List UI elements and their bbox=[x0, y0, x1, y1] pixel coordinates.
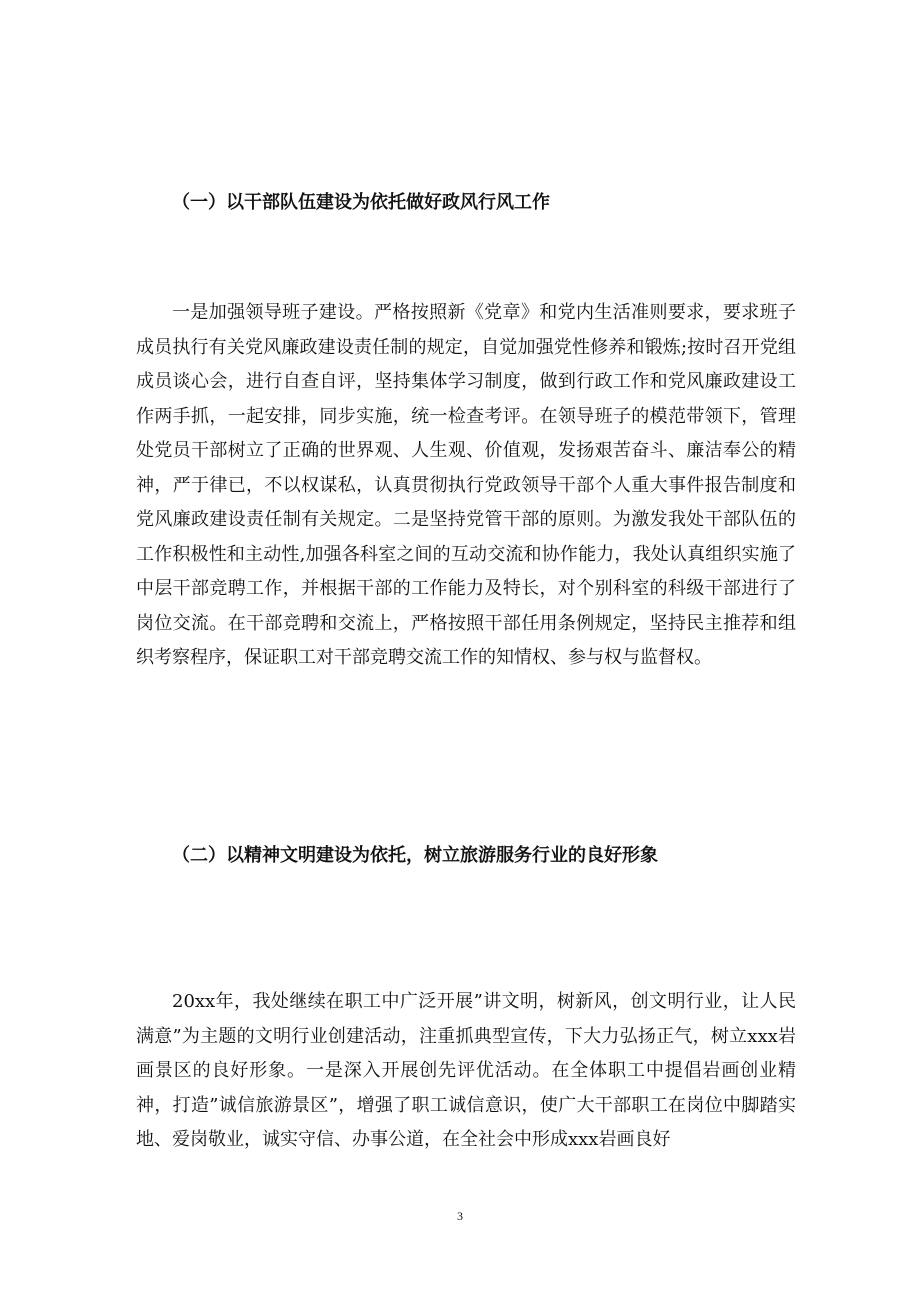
section-heading-1: （一）以干部队伍建设为依托做好政风行风工作 bbox=[172, 192, 550, 213]
section-paragraph-1: 一是加强领导班子建设。严格按照新《党章》和党内生活准则要求，要求班子成员执行有关党风廉政建设责任制的规定，自觉加强党性修养和锻炼;按时召开党组成员谈心会，进行自查自评，坚持集体学习制度，做到行政工作和党风廉政建设工作两手抓，一起安排，同步实施，统一检查考评。在领导班子的模范带领下，管理处党员干部树立了正确的世界观、人生观、价值观，发扬艰苦奋斗、廉洁奉公的精神，严于律已，不以权谋私，认真贯彻执行党政领导干部个人重大事件报告制度和党风廉政建设责任制有关规定。二是坚持党管干部的原则。为激发我处干部队伍的工作积极性和主动性,加强各科室之间的互动交流和协作能力，我处认真组织实施了中层干部竞聘工作，并根据干部的工作能力及特长，对个别科室的科级干部进行了岗位交流。在干部竞聘和交流上，严格按照干部任用条例规定，坚持民主推荐和组织考察程序，保证职工对干部竞聘交流工作的知情权、参与权与监督权。 bbox=[136, 302, 796, 668]
page-number: 3 bbox=[457, 1209, 463, 1223]
section-paragraph-2: 20xx年，我处继续在职工中广泛开展”讲文明，树新风，创文明行业，让人民满意”为主题的文明行业创建活动，注重抓典型宣传，下大力弘扬正气，树立xxx岩画景区的良好形象。一是深入开展创先评优活动。在全体职工中提倡岩画创业精神，打造”诚信旅游景区”，增强了职工诚信意识，使广大干部职工在岗位中脚踏实地、爱岗敬业，诚实守信、办事公道，在全社会中形成xxx岩画良好 bbox=[136, 991, 796, 1150]
section-heading-2: （二）以精神文明建设为依托，树立旅游服务行业的良好形象 bbox=[172, 845, 658, 866]
